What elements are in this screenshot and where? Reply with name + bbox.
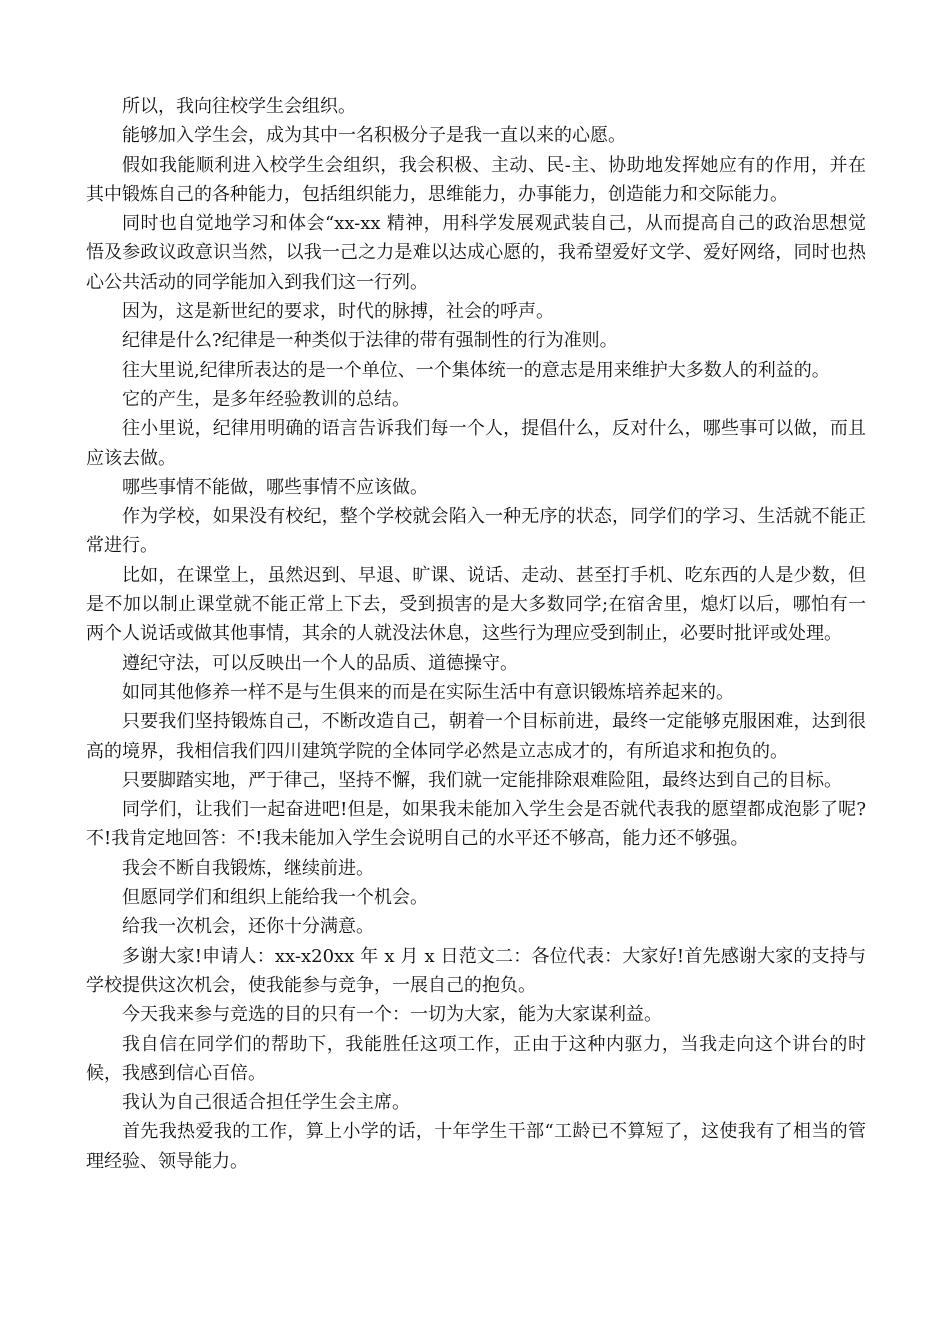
paragraph: 我自信在同学们的帮助下，我能胜任这项工作，正由于这种内驱力，当我走向这个讲台的时候，我感到信心百倍。 bbox=[86, 1033, 866, 1084]
paragraph: 假如我能顺利进入校学生会组织，我会积极、主动、民-主、协助地发挥她应有的作用，并在其中锻炼自己的各种能力，包括组织能力，思维能力，办事能力，创造能力和交际能力。 bbox=[86, 154, 866, 205]
paragraph: 我会不断自我锻炼，继续前进。 bbox=[122, 857, 374, 879]
paragraph: 只要脚踏实地，严于律己，坚持不懈，我们就一定能排除艰难险阻，最终达到自己的目标。 bbox=[122, 769, 842, 791]
paragraph: 同时也自觉地学习和体会“xx-xx 精神，用科学发展观武装自己，从而提高自己的政治思想觉悟及参政议政意识当然，以我一己之力是难以达成心愿的，我希望爱好文学、爱好网络，同时也热心公共活动的同学能加入到我们这一行列。 bbox=[86, 213, 866, 293]
paragraph: 往大里说,纪律所表达的是一个单位、一个集体统一的意志是用来维护大多数人的利益的。 bbox=[122, 359, 830, 381]
paragraph: 因为，这是新世纪的要求，时代的脉搏，社会的呼声。 bbox=[122, 301, 554, 323]
paragraph: 只要我们坚持锻炼自己，不断改造自己，朝着一个目标前进，最终一定能够克服困难，达到很高的境界，我相信我们四川建筑学院的全体同学必然是立志成才的，有所追求和抱负的。 bbox=[86, 711, 866, 762]
paragraph: 给我一次机会，还你十分满意。 bbox=[122, 916, 374, 938]
paragraph: 但愿同学们和组织上能给我一个机会。 bbox=[122, 887, 428, 909]
paragraph: 如同其他修养一样不是与生俱来的而是在实际生活中有意识锻炼培养起来的。 bbox=[122, 681, 734, 703]
paragraph: 纪律是什么?纪律是一种类似于法律的带有强制性的行为准则。 bbox=[122, 330, 618, 352]
document-body bbox=[86, 92, 866, 1176]
paragraph: 哪些事情不能做，哪些事情不应该做。 bbox=[122, 476, 428, 498]
paragraph: 我认为自己很适合担任学生会主席。 bbox=[122, 1092, 410, 1114]
paragraph: 能够加入学生会，成为其中一名积极分子是我一直以来的心愿。 bbox=[122, 125, 626, 147]
paragraph: 遵纪守法，可以反映出一个人的品质、道德操守。 bbox=[122, 652, 518, 674]
paragraph: 比如，在课堂上，虽然迟到、早退、旷课、说话、走动、甚至打手机、吃东西的人是少数，但是不加以制止课堂就不能正常上下去，受到损害的是大多数同学;在宿舍里，熄灯以后，哪怕有一两个人说话或做其他事情，其余的人就没法休息，这些行为理应受到制止，必要时批评或处理。 bbox=[86, 564, 866, 645]
paragraph: 往小里说，纪律用明确的语言告诉我们每一个人，提倡什么，反对什么，哪些事可以做，而且应该去做。 bbox=[86, 418, 866, 469]
paragraph: 同学们，让我们一起奋进吧!但是，如果我未能加入学生会是否就代表我的愿望都成泡影了呢?不!我肯定地回答：不!我未能加入学生会说明自己的水平还不够高，能力还不够强。 bbox=[86, 799, 866, 850]
paragraph: 首先我热爱我的工作，算上小学的话，十年学生干部“工龄已不算短了，这使我有了相当的管理经验、领导能力。 bbox=[86, 1121, 866, 1172]
paragraph: 多谢大家!申请人：xx-x20xx 年 x 月 x 日范文二：各位代表：大家好!首先感谢大家的支持与学校提供这次机会，使我能参与竞争，一展自己的抱负。 bbox=[86, 945, 866, 996]
paragraph: 作为学校，如果没有校纪，整个学校就会陷入一种无序的状态，同学们的学习、生活就不能正常进行。 bbox=[86, 506, 866, 557]
paragraph: 所以，我向往校学生会组织。 bbox=[122, 96, 356, 117]
paragraph: 今天我来参与竞选的目的只有一个：一切为大家，能为大家谋利益。 bbox=[122, 1004, 662, 1026]
paragraph: 它的产生，是多年经验教训的总结。 bbox=[122, 388, 410, 410]
